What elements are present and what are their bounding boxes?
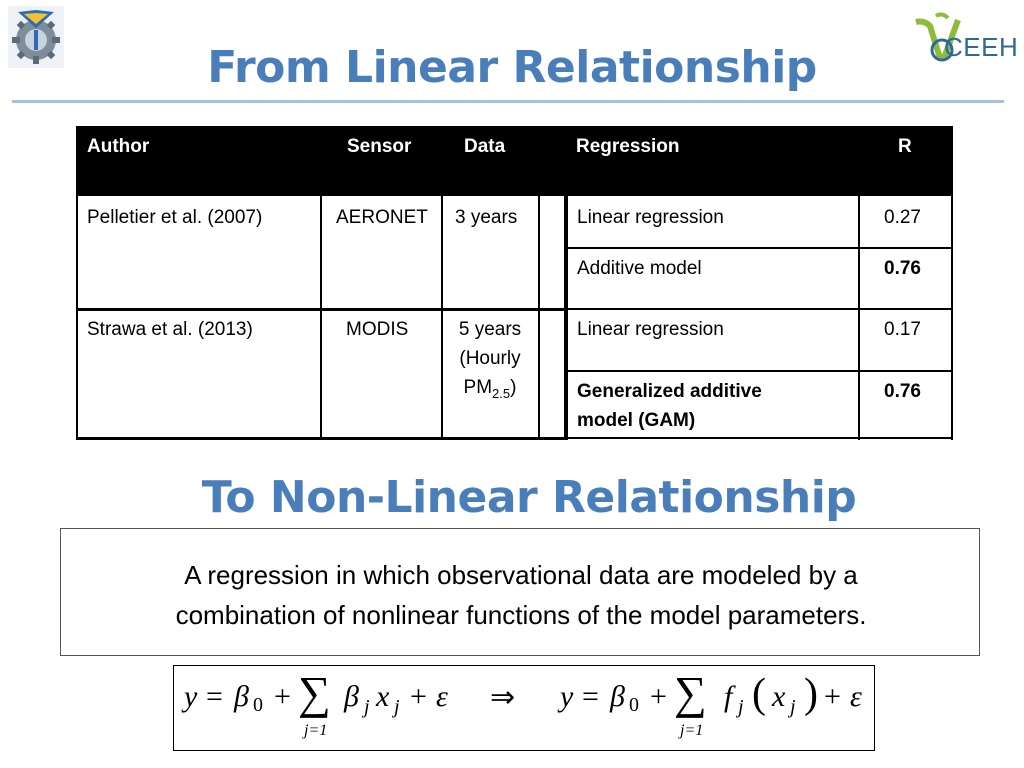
cell-data — [442, 315, 538, 408]
header-regression: Regression — [576, 136, 680, 157]
cell-sensor: MODIS — [346, 319, 409, 340]
table-border — [566, 370, 953, 372]
cell-r: 0.76 — [884, 258, 921, 279]
header-r: R — [898, 136, 912, 157]
formula-symbol: + — [410, 680, 427, 713]
table-border — [566, 437, 953, 439]
formula-sum-index: j=1 — [680, 722, 704, 739]
table-border — [538, 196, 540, 440]
cell-data-line — [442, 373, 538, 408]
cell-regression: Linear regression — [577, 207, 724, 228]
table-border — [566, 196, 568, 440]
ceeh-logo-text: CEEH — [944, 32, 1019, 62]
formula-subscript: j — [738, 696, 744, 718]
definition-box — [60, 528, 980, 656]
cell-regression-line: model (GAM) — [577, 410, 696, 431]
formula-symbol: β — [610, 680, 625, 713]
formula-symbol: = — [206, 680, 223, 713]
formula-symbol: x — [772, 680, 786, 713]
header-author: Author — [87, 136, 150, 157]
table-border — [951, 196, 953, 440]
pm-subscript: 2.5 — [492, 385, 511, 401]
table-border — [566, 247, 953, 249]
slide-title: From Linear Relationship — [207, 42, 817, 93]
cell-r: 0.27 — [884, 207, 921, 228]
table-border — [858, 196, 860, 440]
cell-data-line: (Hourly — [459, 348, 521, 369]
section-subtitle: To Non-Linear Relationship — [201, 472, 857, 523]
cell-regression: Linear regression — [577, 319, 724, 340]
formula-box — [173, 665, 875, 751]
formula-symbol: + — [274, 680, 291, 713]
comparison-table — [76, 126, 953, 440]
formula-symbol: ε — [436, 680, 448, 713]
formula-symbol: y — [560, 680, 574, 713]
definition-text — [61, 555, 981, 635]
formula-subscript: 0 — [629, 694, 639, 716]
table-border — [76, 437, 566, 440]
header-sensor: Sensor — [347, 136, 412, 157]
definition-line: combination of nonlinear functions of the model parameters. — [175, 600, 867, 630]
formula-symbol: + — [650, 680, 667, 713]
table-border — [76, 196, 78, 440]
formula-subscript: j — [394, 696, 400, 718]
formula-symbol: β — [344, 680, 359, 713]
formula-symbol: x — [376, 680, 390, 713]
cell-r: 0.76 — [884, 381, 921, 402]
cell-data: 3 years — [455, 207, 518, 228]
definition-line: A regression in which observational data are modeled by a — [184, 560, 858, 590]
formula-symbol: + — [824, 680, 841, 713]
implies-arrow: ⇒ — [490, 681, 516, 714]
formula-subscript: 0 — [253, 694, 263, 716]
header-data: Data — [464, 136, 506, 157]
formula-subscript: j — [790, 696, 796, 718]
cell-author: Pelletier et al. (2007) — [87, 207, 263, 228]
pm-close: ) — [510, 377, 517, 398]
cell-author: Strawa et al. (2013) — [87, 319, 253, 340]
table-border — [566, 308, 953, 310]
cell-regression — [577, 377, 762, 435]
formula-paren: ) — [804, 671, 818, 717]
cell-regression-line: Generalized additive — [577, 381, 762, 402]
pm-label: PM — [463, 377, 493, 398]
formula-symbol: y — [184, 680, 198, 713]
formula-sum: ∑ — [298, 667, 331, 718]
formula-sum-index: j=1 — [304, 722, 328, 739]
cell-data-line: 5 years — [458, 319, 522, 340]
formula-symbol: ε — [850, 680, 862, 713]
formula-symbol: f — [724, 680, 733, 713]
cell-regression: Additive model — [577, 258, 702, 279]
formula-symbol: β — [234, 680, 249, 713]
formula-symbol: = — [582, 680, 599, 713]
table-border — [320, 196, 322, 440]
formula-paren: ( — [752, 671, 766, 717]
table-border — [76, 308, 566, 311]
title-divider — [12, 100, 1004, 103]
formula-sum: ∑ — [674, 667, 707, 718]
formula-subscript: j — [364, 696, 370, 718]
cell-sensor: AERONET — [336, 207, 428, 228]
cell-r: 0.17 — [884, 319, 921, 340]
